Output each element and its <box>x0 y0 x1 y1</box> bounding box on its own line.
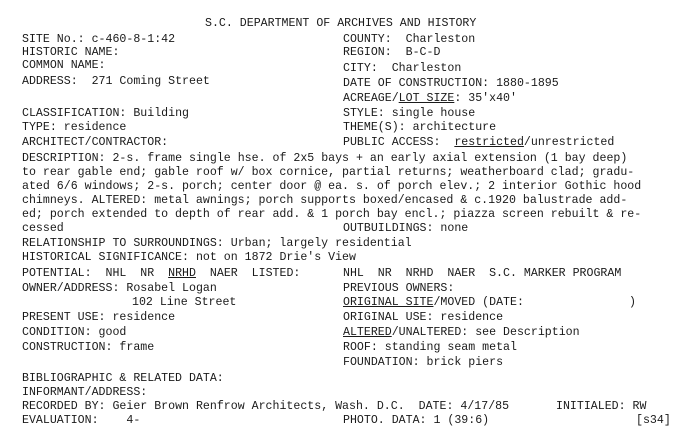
recorded-date-label: DATE: <box>418 400 454 413</box>
owner-street: 102 Line Street <box>132 296 237 309</box>
recorded-row <box>22 400 509 413</box>
region-value: B-C-D <box>405 46 441 59</box>
foundation-label: FOUNDATION: <box>343 356 420 369</box>
altered-label: ALTERED <box>343 326 392 339</box>
unrestricted-value: /unrestricted <box>523 136 615 149</box>
address-row <box>22 75 210 88</box>
owner-row <box>22 282 217 295</box>
moved-label: /MOVED (DATE: <box>433 296 524 309</box>
significance-row <box>22 251 356 264</box>
construction-date-label: DATE OF CONSTRUCTION: <box>343 77 490 90</box>
county-label: COUNTY: <box>343 33 392 46</box>
description-line-6: cessed <box>22 222 64 235</box>
original-use-value: residence <box>440 311 504 324</box>
lot-size-label: LOT SIZE <box>398 92 455 105</box>
region-row <box>343 46 440 59</box>
significance-label: HISTORICAL SIGNIFICANCE: <box>22 251 189 264</box>
relationship-label: RELATIONSHIP TO SURROUNDINGS: <box>22 237 224 250</box>
city-value: Charleston <box>391 62 462 75</box>
original-use-label: ORIGINAL USE: <box>343 311 434 324</box>
photo-value: 1 (39:6) <box>433 414 490 427</box>
style-row <box>343 107 475 120</box>
roof-value: standing seam metal <box>384 341 517 354</box>
evaluation-label: EVALUATION: <box>22 414 99 427</box>
original-site-row <box>343 296 524 309</box>
acreage-row: ACREAGE/LOT SIZE: 35'x40' <box>343 92 517 105</box>
site-number-row <box>22 33 175 46</box>
county-value: Charleston <box>405 33 476 46</box>
historic-name-label: HISTORIC NAME: <box>22 46 120 59</box>
site-number-value: c-460-8-1:42 <box>91 33 176 46</box>
public-access-row <box>343 136 614 149</box>
owner-name: Rosabel Logan <box>126 282 217 295</box>
address-label: ADDRESS: <box>22 75 78 88</box>
address-value: 271 Coming Street <box>91 75 210 88</box>
type-row <box>22 121 126 134</box>
potential-nr: NR <box>140 267 155 280</box>
initialed-row <box>556 400 646 413</box>
outbuildings-label: OUTBUILDINGS: <box>343 222 434 235</box>
common-name-label: COMMON NAME: <box>22 59 106 72</box>
photo-label: PHOTO. DATA: <box>343 414 427 427</box>
previous-owners-label: PREVIOUS OWNERS: <box>343 282 455 295</box>
type-value: residence <box>63 121 127 134</box>
type-label: TYPE: <box>22 121 57 134</box>
themes-row <box>343 121 496 134</box>
listed-label: LISTED: <box>251 267 301 280</box>
description-line-4: chimneys. ALTERED: metal awnings; porch supports boxed/encased & c.1920 balustrade add- <box>22 194 628 207</box>
themes-label: THEME(S): <box>343 121 406 134</box>
recorded-by-value: Geier Brown Renfrow Architects, Wash. D.C. <box>112 400 405 413</box>
bibliographic-label: BIBLIOGRAPHIC & RELATED DATA: <box>22 372 224 385</box>
restricted-value: restricted <box>454 136 524 149</box>
style-label: STYLE: <box>343 107 385 120</box>
relationship-row <box>22 237 412 250</box>
evaluation-row <box>22 414 140 427</box>
significance-value: not on 1872 Drie's View <box>195 251 356 264</box>
unaltered-label: /UNALTERED: <box>391 326 469 339</box>
description-line-3: ated 6/6 windows; 2-s. porch; center door @ ea. s. of porch elev.; 2 interior Gothic hood <box>22 180 642 193</box>
potential-row <box>22 267 300 280</box>
form-header: S.C. DEPARTMENT OF ARCHIVES AND HISTORY <box>205 17 477 30</box>
initialed-label: INITIALED: <box>556 400 626 413</box>
architect-label: ARCHITECT/CONTRACTOR: <box>22 136 169 149</box>
region-label: REGION: <box>343 46 392 59</box>
initialed-value: RW <box>632 400 647 413</box>
relationship-value: Urban; largely residential <box>230 237 412 250</box>
public-access-label: PUBLIC ACCESS: <box>343 136 441 149</box>
lot-size-value: 35'x40' <box>468 92 517 105</box>
classification-row <box>22 107 189 120</box>
city-row <box>343 62 461 75</box>
style-value: single house <box>391 107 476 120</box>
present-use-label: PRESENT USE: <box>22 311 106 324</box>
owner-label: OWNER/ADDRESS: <box>22 282 120 295</box>
potential-label: POTENTIAL: <box>22 267 92 280</box>
description-label: DESCRIPTION: <box>22 152 106 165</box>
roof-label: ROOF: <box>343 341 378 354</box>
present-use-value: residence <box>112 311 176 324</box>
construction-row <box>22 341 154 354</box>
recorded-date-value: 4/17/85 <box>460 400 510 413</box>
description-line-2: to rear gable end; gable roof w/ box cornice, partial returns; weatherboard clad; gradu- <box>22 166 635 179</box>
condition-value: good <box>98 326 127 339</box>
listed-items: NHL NR NRHD NAER S.C. MARKER PROGRAM <box>343 267 622 280</box>
evaluation-value: 4- <box>126 414 141 427</box>
roof-row <box>343 341 517 354</box>
potential-naer: NAER <box>209 267 238 280</box>
foundation-row <box>343 356 503 369</box>
construction-value: frame <box>119 341 155 354</box>
altered-value: see Description <box>475 326 580 339</box>
sheet-reference: [s34] <box>636 414 671 427</box>
foundation-value: brick piers <box>426 356 504 369</box>
altered-row <box>343 326 580 339</box>
photo-row <box>343 414 489 427</box>
outbuildings-row <box>343 222 468 235</box>
description-text-1: 2-s. frame single hse. of 2x5 bays + an early axial extension (1 bay deep) <box>112 152 628 165</box>
construction-date-row <box>343 77 559 90</box>
potential-nhl: NHL <box>105 267 127 280</box>
construction-label: CONSTRUCTION: <box>22 341 113 354</box>
condition-label: CONDITION: <box>22 326 92 339</box>
original-site-label: ORIGINAL SITE <box>343 296 434 309</box>
description-line-1 <box>22 152 627 165</box>
present-use-row <box>22 311 175 324</box>
recorded-label: RECORDED BY: <box>22 400 106 413</box>
city-label: CITY: <box>343 62 378 75</box>
construction-date-value: 1880-1895 <box>496 77 559 90</box>
themes-value: architecture <box>412 121 497 134</box>
informant-label: INFORMANT/ADDRESS: <box>22 386 148 399</box>
outbuildings-value: none <box>440 222 469 235</box>
moved-date-close: ) <box>629 296 636 309</box>
original-use-row <box>343 311 503 324</box>
site-number-label: SITE No.: <box>22 33 85 46</box>
description-line-5: ed; porch extended to depth of rear add. & 1 porch bay encl.; piazza screen rebuilt & re- <box>22 208 642 221</box>
classification-value: Building <box>133 107 190 120</box>
potential-nrhd: NRHD <box>168 267 196 280</box>
classification-label: CLASSIFICATION: <box>22 107 127 120</box>
acreage-label: ACREAGE/ <box>343 92 399 105</box>
condition-row <box>22 326 126 339</box>
county-row <box>343 33 475 46</box>
